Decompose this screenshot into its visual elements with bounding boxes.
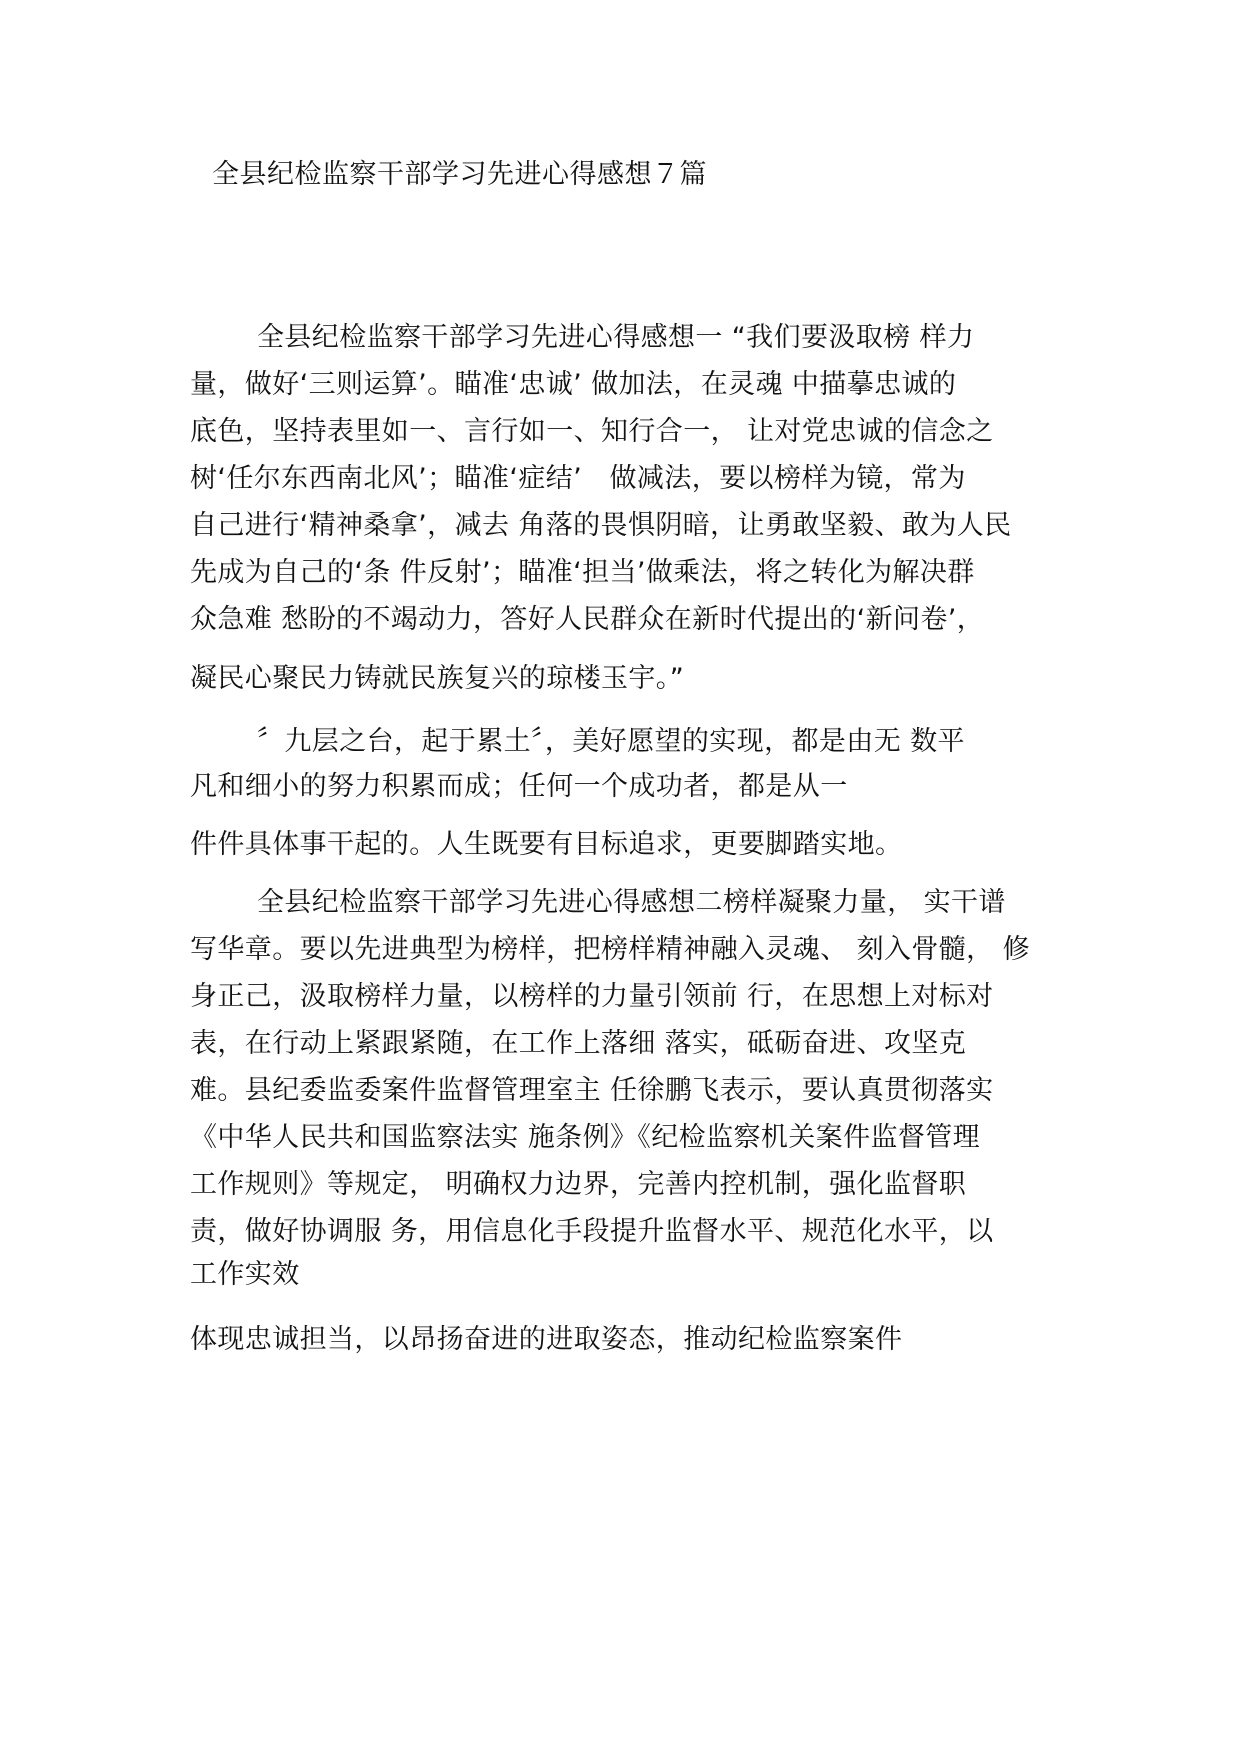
text-line: 体现忠诚担当，以昂扬奋进的进取姿态，推动纪检监察案件 <box>190 1324 903 1355</box>
text-line: 底色，坚持表里如一、言行如一、知行合一， 让对党忠诚的信念之 <box>190 416 994 447</box>
text-line: 量，做好‘三则运算’。瞄准‘忠诚’ 做加法，在灵魂 中描摹忠诚的 <box>190 369 957 400</box>
text-line: 凡和细小的努力积累而成；任何一个成功者，都是从一 <box>190 771 848 802</box>
text-line: 众急难 愁盼的不竭动力，答好人民群众在新时代提出的‘新问卷’， <box>190 604 985 635</box>
text-line: 全县纪检监察干部学习先进心得感想一 “我们要汲取榜 样力 <box>257 322 975 353</box>
text-line: 件件具体事干起的。人生既要有目标追求，更要脚踏实地。 <box>190 829 903 860</box>
text-line: 全县纪检监察干部学习先进心得感想二榜样凝聚力量， 实干谱 <box>257 887 1006 918</box>
document-title: 全县纪检监察干部学习先进心得感想７篇 <box>212 159 707 190</box>
text-line: 表，在行动上紧跟紧随，在工作上落细 落实，砥砺奋进、攻坚克 <box>190 1028 967 1059</box>
text-line: 凝民心聚民力铸就民族复兴的琼楼玉宇。” <box>190 663 685 694</box>
text-line: 自己进行‘精神桑拿’，减去 角落的畏惧阴暗，让勇敢坚毅、敢为人民 <box>190 510 1012 541</box>
text-line: 〞九层之台，起于累土〞，美好愿望的实现，都是由无 数平 <box>257 726 965 757</box>
text-line: 工作规则》等规定， 明确权力边界，完善内控机制，强化监督职 <box>190 1169 967 1200</box>
text-line: 《中华人民共和国监察法实 施条例》《纪检监察机关案件监督管理 <box>190 1122 981 1153</box>
text-line: 树‘任尔东西南北风’；瞄准‘症结’ 做减法，要以榜样为镜，常为 <box>190 463 966 494</box>
text-line: 难。县纪委监委案件监督管理室主 任徐鹏飞表示，要认真贯彻落实 <box>190 1075 994 1106</box>
text-line: 责，做好协调服 务，用信息化手段提升监督水平、规范化水平，以 <box>190 1216 994 1247</box>
text-line: 写华章。要以先进典型为榜样，把榜样精神融入灵魂、 刻入骨髓， 修 <box>190 934 1030 965</box>
text-line: 工作实效 <box>190 1259 300 1290</box>
text-line: 先成为自己的‘条 件反射’；瞄准‘担当’做乘法，将之转化为解决群 <box>190 557 975 588</box>
text-line: 身正己，汲取榜样力量，以榜样的力量引领前 行，在思想上对标对 <box>190 981 994 1012</box>
